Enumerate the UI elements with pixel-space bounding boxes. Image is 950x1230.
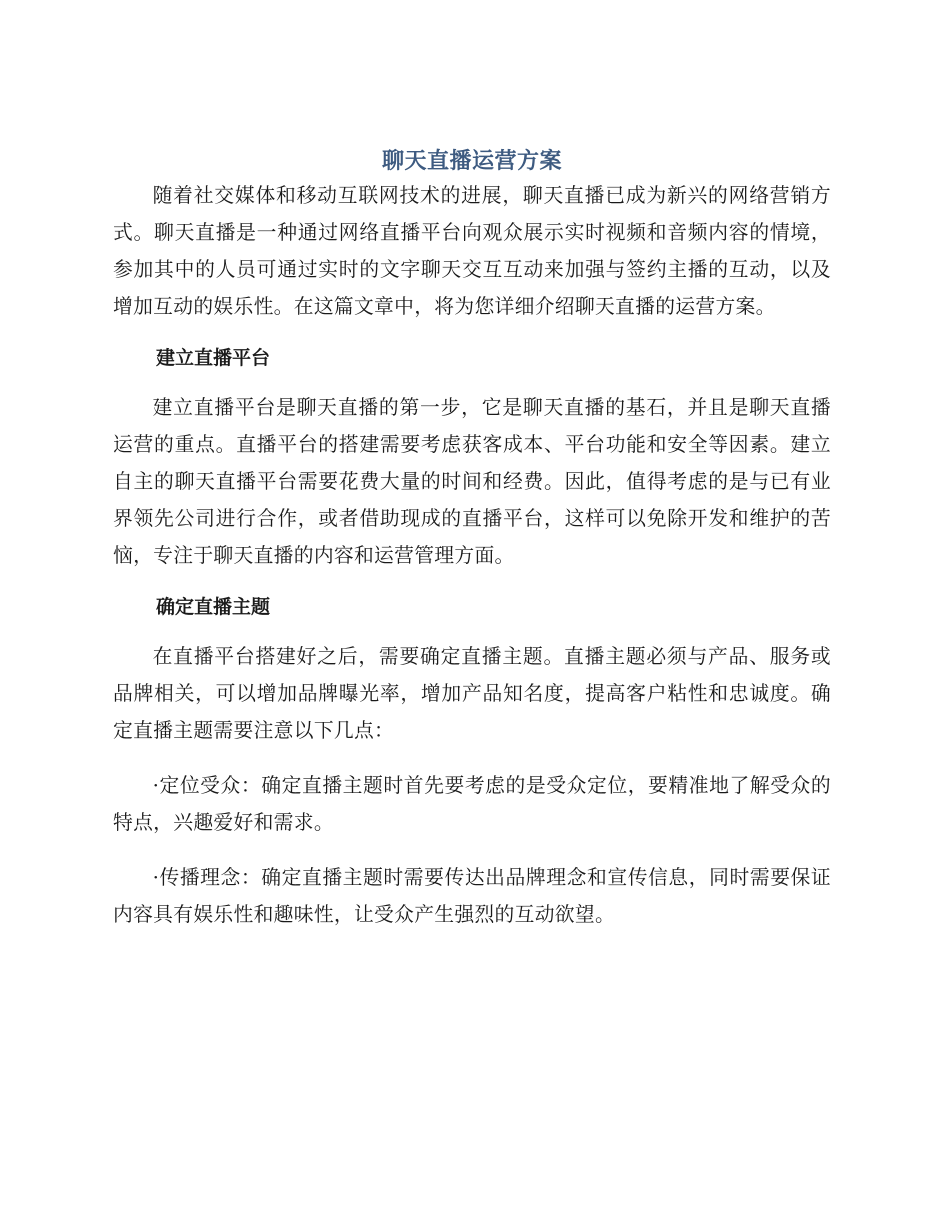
bullet-item-audience: ·定位受众：确定直播主题时首先要考虑的是受众定位，要精准地了解受众的特点，兴趣爱好和需求。	[113, 774, 831, 834]
section-body-platform: 建立直播平台是聊天直播的第一步，它是聊天直播的基石，并且是聊天直播运营的重点。直播平台的搭建需要考虑获客成本、平台功能和安全等因素。建立自主的聊天直播平台需要花费大量的时间和经费。因此，值得考虑的是与已有业界领先公司进行合作，或者借助现成的直播平台，这样可以免除开发和维护的苦恼，专注于聊天直播的内容和运营管理方面。	[113, 396, 831, 567]
document-title: 聊天直播运营方案	[381, 149, 562, 174]
intro-paragraph: 随着社交媒体和移动互联网技术的进展，聊天直播已成为新兴的网络营销方式。聊天直播是一种通过网络直播平台向观众展示实时视频和音频内容的情境，参加其中的人员可通过实时的文字聊天交互互动来加强与签约主播的互动，以及增加互动的娱乐性。在这篇文章中，将为您详细介绍聊天直播的运营方案。	[113, 184, 831, 318]
section-heading-theme: 确定直播主题	[156, 596, 271, 618]
section-heading-platform: 建立直播平台	[156, 347, 271, 369]
document-body	[113, 147, 831, 933]
bullet-item-concept: ·传播理念：确定直播主题时需要传达出品牌理念和宣传信息，同时需要保证内容具有娱乐性和趣味性，让受众产生强烈的互动欲望。	[113, 866, 831, 926]
section-body-theme: 在直播平台搭建好之后，需要确定直播主题。直播主题必须与产品、服务或品牌相关，可以增加品牌曝光率，增加产品知名度，提高客户粘性和忠诚度。确定直播主题需要注意以下几点：	[113, 645, 831, 742]
